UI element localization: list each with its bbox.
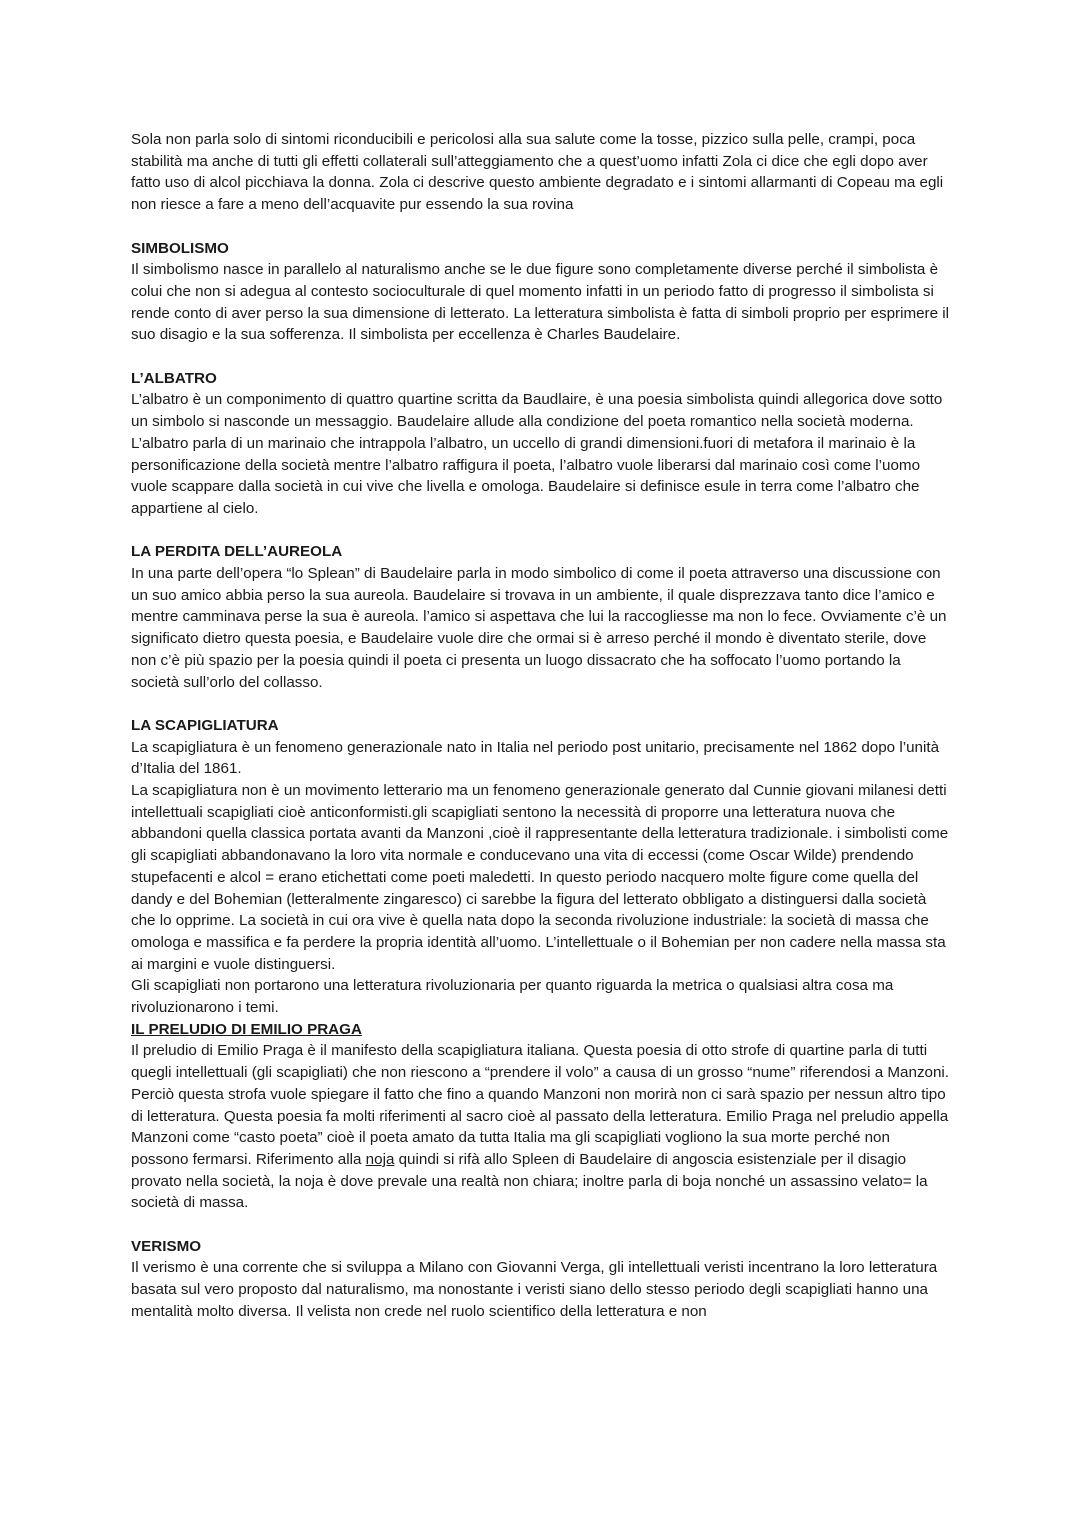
heading-verismo: VERISMO xyxy=(131,1237,202,1255)
heading-preludio: IL PRELUDIO DI EMILIO PRAGA xyxy=(131,1020,362,1038)
scapigliatura-paragraph-2: La scapigliatura non è un movimento letterario ma un fenomeno generazionale generato dal Cunnie giovani milanesi detti intellettuali scapigliati cioè anticonformisti.gli scapigliati sentono la necessità di proporre una letteratura nuova che abbandoni quella classica portata avanti da Manzoni ,cioè il rappresentante della letteratura tradizionale. i simbolisti come gli scapigliati abbandonavano la loro vita normale e conducevano una vita di eccessi (come Oscar Wilde) prendendo stupefacenti e alcol = erano etichettati come poeti maledetti. In questo periodo nacquero molte figure come quella del dandy e del Bohemian (letteralmente zingaresco) ci sarebbe la figura del letterato obbligato a distinguersi dalla società che lo opprime. La società in cui ora vive è quella nata dopo la seconda rivoluzione industriale: la società di massa che omologa e massifica e fa perdere la propria identità all’uomo. L’intellettuale o il Bohemian per non cadere nella massa sta ai margini e vuole distinguersi. xyxy=(131,782,949,973)
heading-albatro: L’ALBATRO xyxy=(131,369,217,387)
heading-simbolismo: SIMBOLISMO xyxy=(131,239,229,257)
preludio-text-after: quindi si rifà allo Spleen di Baudelaire di angoscia esistenziale per il disagio provato nella società, la noja è dove prevale una realtà non chiara; inoltre parla di boja nonché un assassino velato= la società di massa. xyxy=(131,1150,928,1212)
spacer xyxy=(131,520,951,542)
heading-scapigliatura: LA SCAPIGLIATURA xyxy=(131,716,279,734)
simbolismo-paragraph: Il simbolismo nasce in parallelo al naturalismo anche se le due figure sono completamente diverse perché il simbolista è colui che non si adegua al contesto socioculturale di quel momento infatti in un periodo fatto di progresso il simbolista si rende conto di aver perso la sua dimensione di letterato. La letteratura simbolista è fatta di simboli proprio per esprimere il suo disagio e la sua sofferenza. Il simbolista per eccellenza è Charles Baudelaire. xyxy=(131,261,950,344)
scapigliatura-paragraph-1: La scapigliatura è un fenomeno generazionale nato in Italia nel periodo post unitario, precisamente nel 1862 dopo l’unità d’Italia del 1861. xyxy=(131,738,940,778)
heading-perdita-aureola: LA PERDITA DELL’AUREOLA xyxy=(131,543,343,561)
preludio-paragraph xyxy=(131,1040,951,1214)
spacer xyxy=(131,346,951,368)
preludio-text-before: Il preludio di Emilio Praga è il manifesto della scapigliatura italiana. Questa poesia di otto strofe di quartine parla di tutti quegli intellettuali (gli scapigliati) che non riescono a “prendere il volo” a causa di un grosso “nume” riferendosi a Manzoni. Perciò questa strofa vuole spiegare il fatto che fino a quando Manzoni non morirà non ci sarà spazio per nessun altro tipo di letteratura. Questa poesia fa molti riferimenti al sacro cioè al passato della letteratura. Emilio Praga nel preludio appella Manzoni come “casto poeta” cioè il poeta amato da tutta Italia ma gli scapigliati vogliono la sua morte perché non possono fermarsi. Riferimento alla xyxy=(131,1042,950,1168)
spacer xyxy=(131,216,951,238)
aureola-paragraph: In una parte dell’opera “lo Splean” di Baudelaire parla in modo simbolico di come il poeta attraverso una discussione con un suo amico abbia perso la sua aureola. Baudelaire si trovava in un ambiente, il quale disprezzava tanto dice l’amico e mentre camminava perse la sua è aureola. l’amico si aspettava che lui la raccogliesse ma non lo fece. Ovviamente c’è un significato dietro questa poesia, e Baudelaire vuole dire che ormai si è arreso perché il mondo è diventato sterile, dove non c’è più spazio per la poesia quindi il poeta ci presenta un luogo dissacrato che ha soffocato l’uomo portando la società sull’orlo del collasso. xyxy=(131,565,947,691)
spacer xyxy=(131,1214,951,1236)
document-page xyxy=(131,129,951,1323)
spacer xyxy=(131,693,951,715)
albatro-paragraph: L’albatro è un componimento di quattro quartine scritta da Baudlaire, è una poesia simbolista quindi allegorica dove sotto un simbolo si nasconde un messaggio. Baudelaire allude alla condizione del poeta romantico nella società moderna. L’albatro parla di un marinaio che intrappola l’albatro, un uccello di grandi dimensioni.fuori di metafora il marinaio è la personificazione della società mentre l’albatro raffigura il poeta, l’albatro vuole liberarsi dal marinaio così come l’uomo vuole scappare dalla società in cui vive che livella e omologa. Baudelaire si definisce esule in terra come l’albatro che appartiene al cielo. xyxy=(131,391,943,517)
scapigliatura-paragraph-3: Gli scapigliati non portarono una letteratura rivoluzionaria per quanto riguarda la metrica o qualsiasi altra cosa ma rivoluzionarono i temi. xyxy=(131,977,894,1017)
intro-paragraph: Sola non parla solo di sintomi riconducibili e pericolosi alla sua salute come la tosse, pizzico sulla pelle, crampi, poca stabilità ma anche di tutti gli effetti collaterali sull’atteggiamento che a quest’uomo infatti Zola ci dice che egli dopo aver fatto uso di alcol picchiava la donna. Zola ci descrive questo ambiente degradato e i sintomi allarmanti di Copeau ma egli non riesce a fare a meno dell’acquavite pur essendo la sua rovina xyxy=(131,131,944,214)
preludio-underlined-word: noja xyxy=(365,1150,395,1168)
verismo-paragraph: Il verismo è una corrente che si sviluppa a Milano con Giovanni Verga, gli intellettuali veristi incentrano la loro letteratura basata sul vero proposto dal naturalismo, ma nonostante i veristi siano dello stesso periodo degli scapigliati hanno una mentalità molto diversa. Il velista non crede nel ruolo scientifico della letteratura e non xyxy=(131,1259,938,1320)
